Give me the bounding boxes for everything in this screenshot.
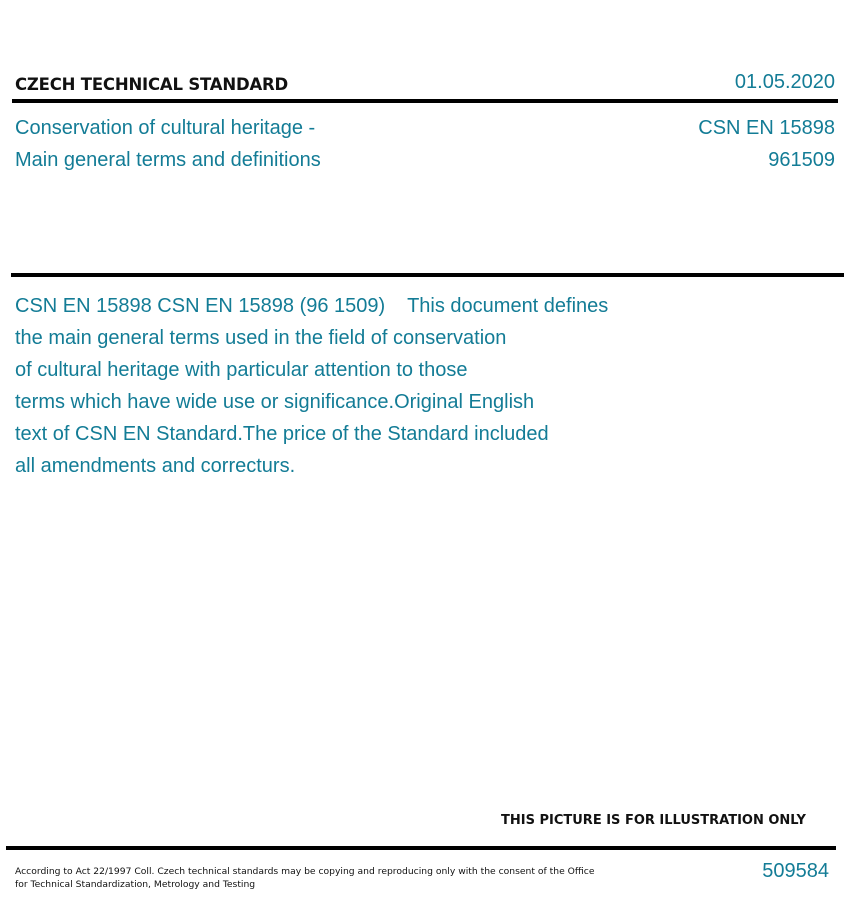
description-line: text of CSN EN Standard.The price of the Standard included: [15, 423, 549, 445]
middle-divider: [11, 273, 844, 277]
legal-notice: [15, 865, 594, 891]
description-line: CSN EN 15898 CSN EN 15898 (96 1509) This document defines: [15, 295, 609, 317]
standard-number: CSN EN 15898: [698, 117, 835, 139]
description-line: terms which have wide use or significance.Original English: [15, 391, 535, 413]
legal-notice-line: for Technical Standardization, Metrology and Testing: [15, 879, 256, 890]
bottom-divider: [6, 846, 836, 850]
description-line: of cultural heritage with particular attention to those: [15, 359, 468, 381]
standard-description: [15, 290, 695, 482]
standard-title-line-1: Conservation of cultural heritage -: [15, 117, 316, 139]
document-type-heading: CZECH TECHNICAL STANDARD: [15, 75, 289, 94]
illustration-notice: THIS PICTURE IS FOR ILLUSTRATION ONLY: [501, 813, 806, 828]
description-line: all amendments and correcturs.: [15, 455, 296, 477]
classification-number: 961509: [768, 149, 835, 171]
product-code: 509584: [762, 860, 829, 882]
standard-title-line-2: Main general terms and definitions: [15, 149, 321, 171]
description-line: the main general terms used in the field of conservation: [15, 327, 507, 349]
legal-notice-line: According to Act 22/1997 Coll. Czech technical standards may be copying and reproducing only with the consent of the Office: [15, 866, 595, 877]
publication-date: 01.05.2020: [734, 71, 835, 93]
top-divider: [12, 99, 838, 103]
